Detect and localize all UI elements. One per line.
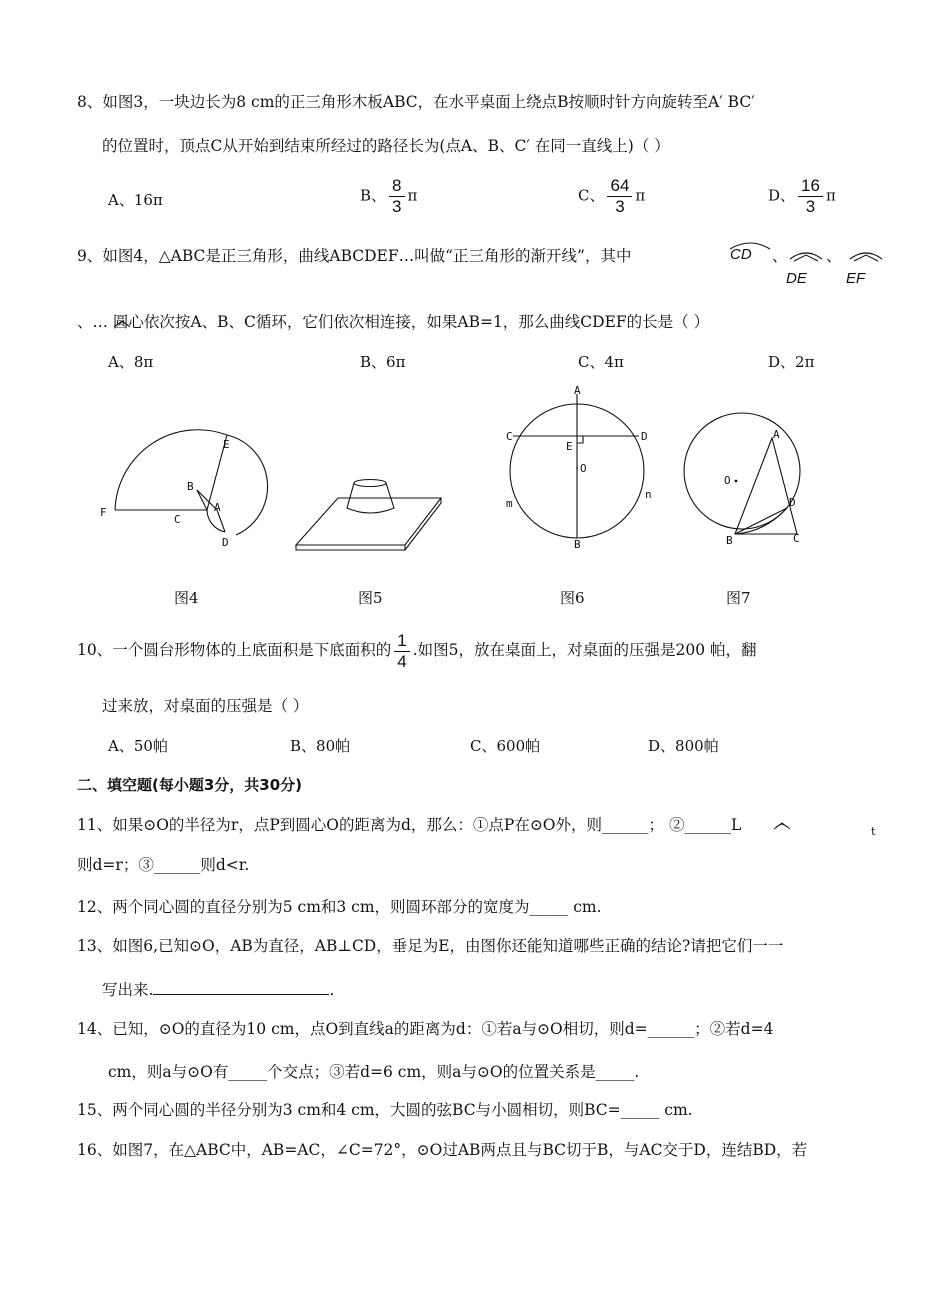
q8-option-d-denominator: 3: [805, 197, 816, 216]
q8-option-a: A、16π: [108, 191, 163, 209]
q8-option-d-fraction: [798, 176, 823, 217]
fig4-label-c: C: [174, 513, 181, 526]
q13-answer-blank: [153, 980, 329, 995]
fig6-right-angle: [577, 436, 583, 443]
q10-line2: 过来放，对桌面的压强是（ ）: [102, 697, 309, 715]
fig7-label-o: O: [724, 474, 731, 487]
q9-line1: 9、如图4，△ABC是正三角形，曲线ABCDEF…叫做“正三角形的渐开线”，其中: [77, 247, 632, 265]
fig4-label-f: F: [100, 506, 107, 519]
fig7-caption: 图7: [726, 589, 751, 607]
fig4-arc-de: [227, 435, 268, 535]
figure-6-diagram: [510, 394, 644, 538]
section-2-heading: 二、填空题(每小题3分，共30分): [77, 776, 303, 794]
q9-option-a: A、8π: [108, 353, 154, 371]
q16-line: 16、如图7，在△ABC中，AB=AC，∠C=72°，⊙O过AB两点且与BC切于B，与AC交于D，连结BD，若: [77, 1141, 808, 1159]
arc-cd-mark: [728, 240, 772, 250]
fig7-label-d: D: [789, 496, 796, 509]
fig6-center-dot: [576, 467, 578, 469]
fig6-label-e: E: [566, 440, 573, 453]
q10-fraction-denominator: 4: [397, 651, 407, 671]
q8-option-b-label: B、: [360, 186, 387, 205]
fig6-label-a: A: [574, 384, 581, 397]
q9-arc-de: [786, 270, 807, 287]
figure-7-diagram: [684, 413, 800, 534]
q10-option-a: A、50帕: [108, 737, 168, 755]
q8-line2: 的位置时，顶点C从开始到结束所经过的路径长为(点A、B、C′ 在同一直线上)（ ）: [102, 137, 670, 155]
q9-option-c: C、4π: [578, 353, 624, 371]
q9-line2: 、… 圆心依次按A、B、C循环，它们依次相连接，如果AB=1，那么曲线CDEF的长是（ ）: [77, 313, 710, 331]
fig4-line-bc: [197, 490, 207, 510]
fig6-caption: 图6: [560, 589, 585, 607]
fig7-segment-bd: [735, 508, 787, 534]
fig4-label-d: D: [222, 536, 229, 549]
fig7-triangle-abc: [735, 438, 797, 534]
q9-arc-cd: [730, 246, 752, 263]
q9-separator-2: 、: [826, 247, 842, 265]
fig6-label-m: m: [506, 497, 513, 510]
q10-line1: [77, 628, 757, 672]
fig7-label-b: B: [726, 534, 733, 547]
fig6-label-d: D: [641, 430, 648, 443]
q8-option-b-fraction: [389, 176, 404, 217]
q9-separator: 、: [772, 247, 788, 265]
q10-option-b: B、80帕: [290, 737, 351, 755]
q10-fraction: [394, 631, 409, 672]
fig5-frustum-top: [354, 480, 386, 487]
q8-line1: 8、如图3，一块边长为8 cm的正三角形木板ABC，在水平桌面上绕点B按顺时针方向旋转至A′ BC′: [77, 93, 755, 111]
fig5-board-front: [296, 545, 405, 550]
q14-line1: 14、已知，⊙O的直径为10 cm，点O到直线a的距离为d：①若a与⊙O相切，则d=______；②若d=4: [77, 1020, 774, 1038]
figure-5-diagram: [296, 480, 441, 551]
q9-option-d: D、2π: [768, 353, 815, 371]
fig6-label-c: C: [506, 430, 513, 443]
q8-option-c-numerator: 64: [607, 176, 632, 197]
q8-option-d-numerator: 16: [798, 176, 823, 197]
q11-line1: 11、如果⊙O的半径为r，点P到圆心O的距离为d，那么：①点P在⊙O外，则______； ②______L: [77, 816, 742, 834]
q8-option-c: [578, 176, 645, 217]
fig6-label-n: n: [645, 488, 652, 501]
q13-line2-text: 写出来.: [102, 981, 154, 999]
fig6-label-b: B: [574, 538, 581, 551]
q11-arc-symbol: [772, 820, 792, 830]
q13-line2: 写出来. .: [102, 981, 335, 999]
q10-line1-post: .如图5，放在桌面上，对桌面的压强是200 帕，翻: [412, 641, 757, 659]
arc-de-mark: [788, 248, 824, 262]
q8-option-b: [360, 176, 417, 217]
q10-option-d: D、800帕: [648, 737, 719, 755]
q11-line2: 则d=r；③______则d<r.: [77, 856, 250, 874]
q8-option-b-pi: π: [407, 186, 418, 205]
q9-arc-de-label: DE: [786, 270, 807, 287]
q8-option-d-pi: π: [825, 186, 836, 205]
q9-arc-ef-label: EF: [846, 270, 866, 287]
fig7-center-dot: [735, 480, 738, 483]
q9-option-b: B、6π: [360, 353, 406, 371]
fig6-label-o: O: [580, 462, 587, 475]
q10-line1-pre: 10、一个圆台形物体的上底面积是下底面积的: [77, 641, 392, 659]
q8-option-c-pi: π: [635, 186, 646, 205]
fig4-caption: 图4: [174, 589, 199, 607]
q8-option-c-label: C、: [578, 186, 605, 205]
fig7-label-c: C: [793, 532, 800, 545]
q8-option-b-numerator: 8: [389, 176, 404, 197]
fig7-circle: [684, 413, 800, 529]
arc-ef-mark: [848, 248, 884, 262]
q9-arc-ef: [846, 270, 865, 287]
q8-option-c-fraction: [607, 176, 632, 217]
q10-fraction-numerator: 1: [394, 631, 409, 652]
fig5-board-top: [296, 498, 441, 545]
fig4-label-b: B: [187, 480, 194, 493]
q10-option-c: C、600帕: [470, 737, 541, 755]
q14-line2: cm，则a与⊙O有_____个交点；③若d=6 cm，则a与⊙O的位置关系是_____.: [108, 1063, 640, 1081]
fig7-label-a: A: [773, 428, 780, 441]
q12-line: 12、两个同心圆的直径分别为5 cm和3 cm，则圆环部分的宽度为_____ cm.: [77, 898, 602, 916]
q13-line1: 13、如图6,已知⊙O，AB为直径，AB⊥CD，垂足为E，由图你还能知道哪些正确的结论?请把它们一一: [77, 937, 784, 955]
q11-line1-subscript: t: [871, 825, 876, 838]
q9-arc-cd-label: CD: [730, 246, 752, 263]
fig4-label-e: E: [223, 438, 230, 451]
q8-option-c-denominator: 3: [615, 197, 625, 216]
figures-row: [90, 380, 910, 560]
q8-option-d: [768, 176, 836, 217]
q8-option-b-denominator: 3: [392, 197, 402, 216]
q15-line: 15、两个同心圆的半径分别为3 cm和4 cm，大圆的弦BC与小圆相切，则BC=_____ cm.: [77, 1101, 693, 1119]
q8-option-d-label: D、: [768, 186, 796, 205]
fig5-caption: 图5: [358, 589, 383, 607]
fig4-label-a: A: [214, 501, 221, 514]
q9-arc-symbol: [112, 318, 132, 328]
